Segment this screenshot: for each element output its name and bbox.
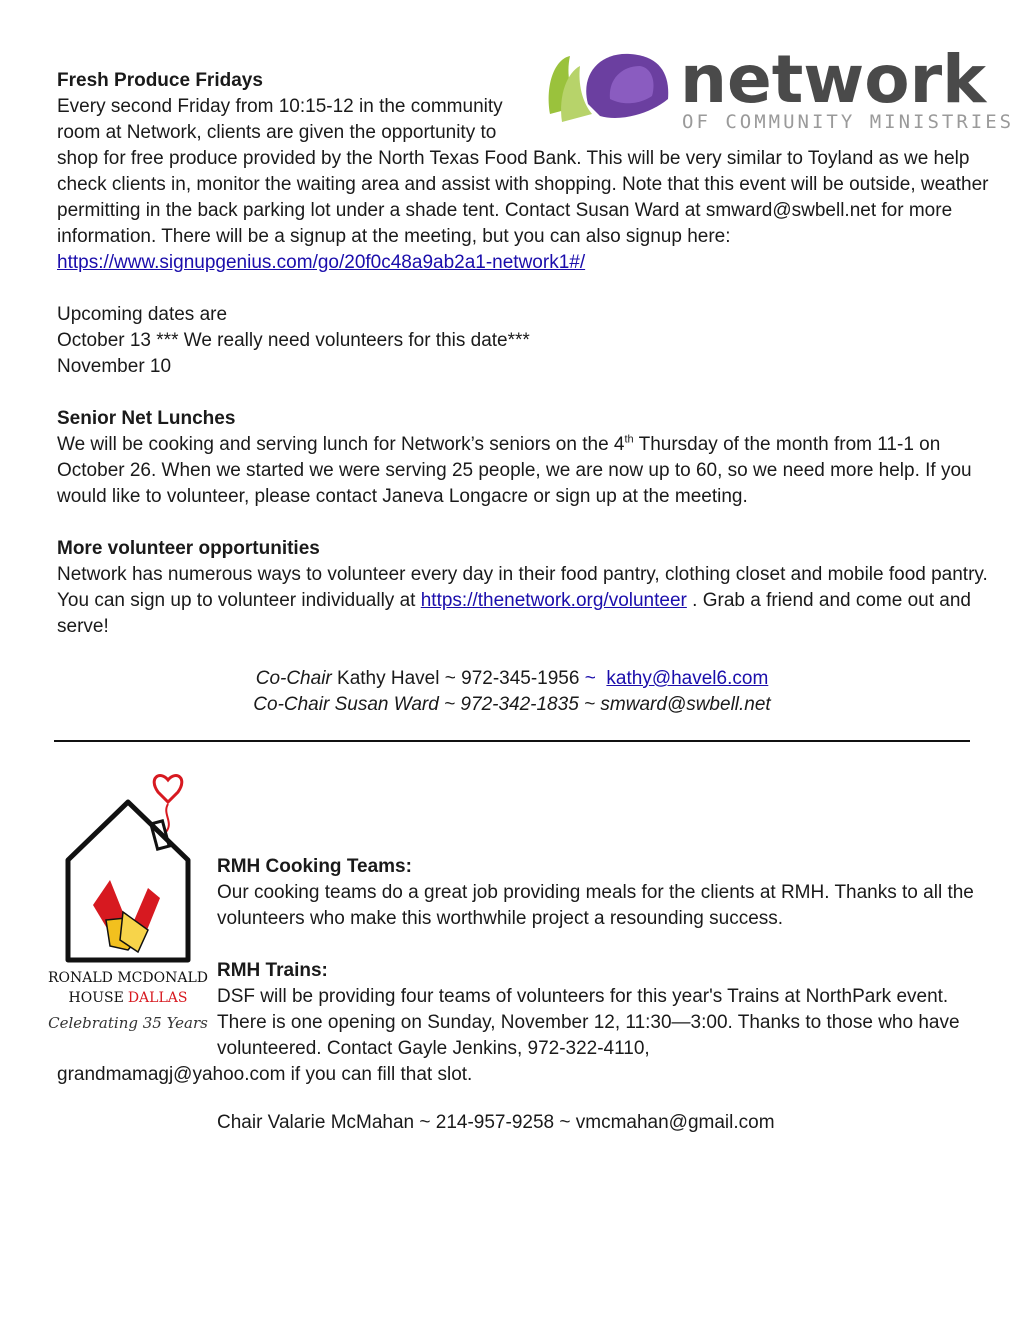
cochair-kathy-text: Kathy Havel ~ 972-345-1956 bbox=[331, 668, 585, 689]
senior-net-text-pre: We will be cooking and serving lunch for Network’s seniors on the 4 bbox=[57, 434, 625, 455]
rmh-logo-dallas: DALLAS bbox=[127, 990, 188, 1006]
cochair-susan-text: Co-Chair Susan Ward ~ 972-342-1835 ~ smward@swbell.net bbox=[253, 694, 771, 715]
rmh-logo-line-2 bbox=[69, 990, 188, 1006]
thenetwork-volunteer-link[interactable]: https://thenetwork.org/volunteer bbox=[420, 590, 687, 611]
section-title-rmh-cooking: RMH Cooking Teams: bbox=[217, 856, 412, 877]
cochairs-contacts bbox=[0, 666, 1024, 718]
fresh-produce-text: shop for free produce provided by the North Texas Food Bank. This will be very similar to Toyland as we help check clients in, monitor the waiting area and assist with shopping. Note that this event will be outside, weather permitting in the back parking lot under a shade tent. Contact Susan Ward at smward@swbell.net for more information. There will be a signup at the meeting, but you can also signup here: bbox=[57, 148, 989, 247]
more-volunteer-after: . Grab a friend and come out and serve! bbox=[57, 590, 971, 637]
more-volunteer-text: Network has numerous ways to volunteer every day in their food pantry, clothing closet and mobile food pantry. You can sign up to volunteer individually at bbox=[57, 564, 988, 611]
fresh-produce-line-2: room at Network, clients are given the opportunity to bbox=[57, 122, 497, 143]
upcoming-dates-intro: Upcoming dates are bbox=[57, 304, 228, 325]
rmh-logo-script: Celebrating 35 Years bbox=[48, 1014, 208, 1032]
ronald-mcdonald-house-logo bbox=[48, 770, 208, 1045]
cochair-kathy bbox=[0, 666, 1024, 692]
section-divider bbox=[54, 740, 970, 742]
rmh-trains-contact-line: grandmamagj@yahoo.com if you can fill that slot. bbox=[57, 1064, 473, 1085]
fresh-produce-body bbox=[57, 94, 997, 276]
fresh-produce-line-1: Every second Friday from 10:15-12 in the community bbox=[57, 96, 503, 117]
rmh-trains-body: DSF will be providing four teams of volunteers for this year's Trains at NorthPark event. There is one opening on Sunday, November 12, 11:30—3:00. Thanks to those who have volunteered. Contact Gayle Jenkins, 972-322-4110, bbox=[217, 986, 960, 1059]
cochair-susan bbox=[0, 692, 1024, 718]
section-title-senior-net: Senior Net Lunches bbox=[57, 408, 236, 429]
signupgenius-link[interactable]: https://www.signupgenius.com/go/20f0c48a9ab2a1-network1#/ bbox=[57, 252, 586, 273]
section-title-rmh-trains: RMH Trains: bbox=[217, 960, 328, 981]
network-logo-tagline: OF COMMUNITY MINISTRIES bbox=[682, 111, 1015, 133]
senior-net-body bbox=[57, 432, 997, 510]
section-title-more-volunteer: More volunteer opportunities bbox=[57, 538, 320, 559]
senior-net-text-post: Thursday of the month from 11-1 on October 26. When we started we were serving 25 people, we are now up to 60, so we need more help. If you would like to volunteer, please contact Janeva Longacre or sign up at the meeting. bbox=[57, 434, 972, 507]
section-title-fresh-produce: Fresh Produce Fridays bbox=[57, 70, 263, 91]
upcoming-date-1: October 13 *** We really need volunteers for this date*** bbox=[57, 330, 530, 351]
rmh-logo-line-1: RONALD MCDONALD bbox=[48, 970, 208, 986]
rmh-logo-house: HOUSE bbox=[68, 990, 124, 1006]
kathy-email-link[interactable]: kathy@havel6.com bbox=[606, 668, 769, 689]
more-volunteer-body bbox=[57, 562, 997, 640]
upcoming-date-2: November 10 bbox=[57, 356, 172, 377]
rmh-chair-contact: Chair Valarie McMahan ~ 214-957-9258 ~ vmcmahan@gmail.com bbox=[217, 1112, 775, 1133]
cochair-kathy-tilde: ~ bbox=[584, 668, 596, 689]
cochair-role: Co-Chair bbox=[255, 668, 332, 689]
network-logo-word: network bbox=[680, 41, 987, 118]
rmh-cooking-body: Our cooking teams do a great job providing meals for the clients at RMH. Thanks to all the volunteers who make this worthwhile project a resounding success. bbox=[217, 882, 974, 929]
upcoming-dates bbox=[57, 302, 530, 380]
senior-net-superscript: th bbox=[624, 433, 634, 446]
